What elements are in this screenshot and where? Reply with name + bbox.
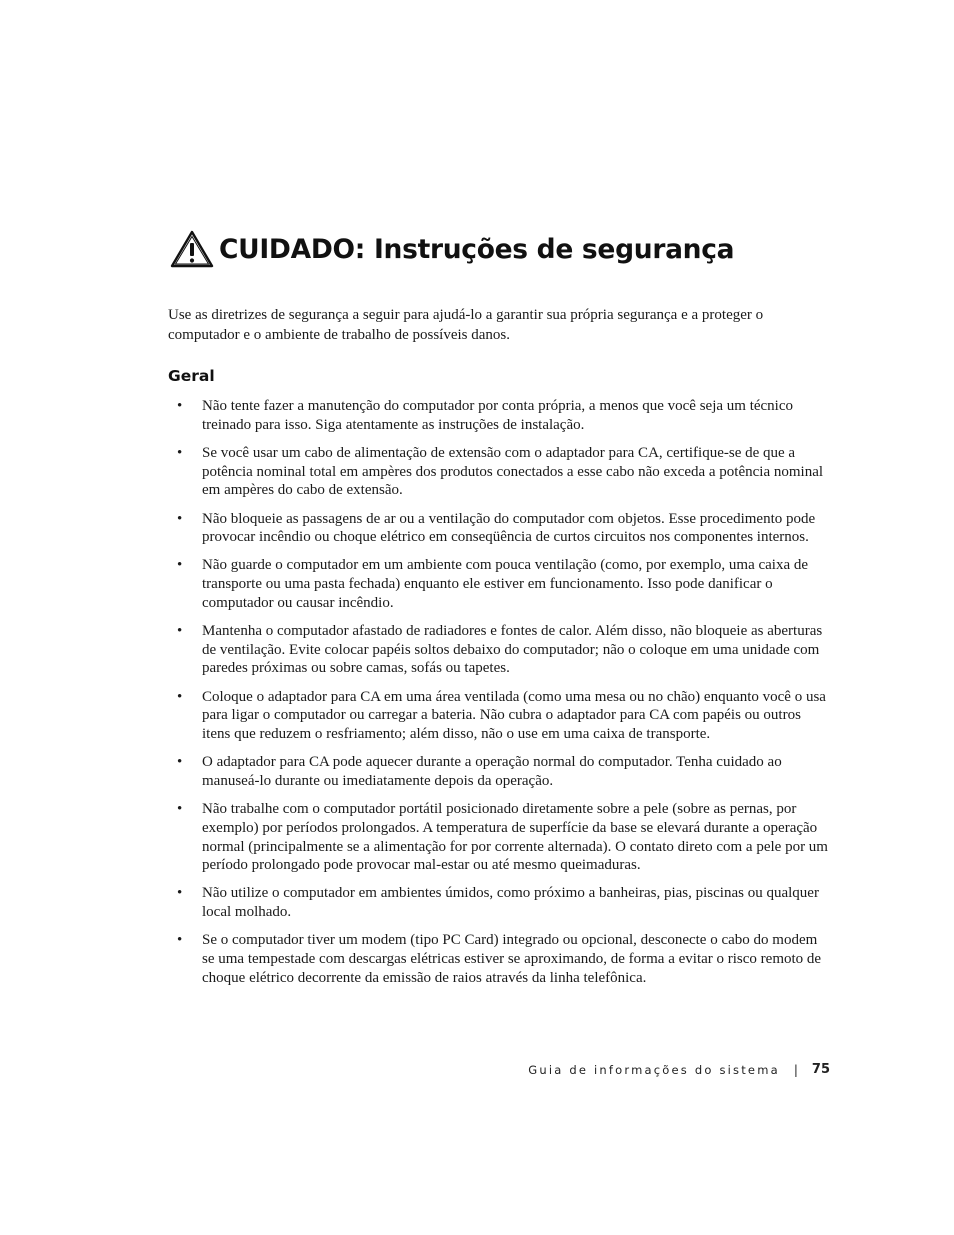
list-item: [168, 800, 828, 875]
list-item: [168, 556, 828, 612]
list-item: [168, 688, 828, 744]
list-item-text: Se o computador tiver um modem (tipo PC Card) integrado ou opcional, desconecte o cabo do modem se uma tempestade com descargas elétricas estiver se aproximando, de forma a evitar o risco remoto de choque elétrico decorrente da emissão de raios através da linha telefônica.: [202, 932, 822, 986]
list-item: [168, 397, 828, 434]
list-item: [168, 931, 828, 987]
page-footer: [528, 1062, 830, 1077]
list-item: [168, 510, 828, 547]
page-heading: [170, 230, 734, 268]
section-title: Geral: [168, 367, 215, 385]
list-item: [168, 444, 828, 500]
bullet-dot: •: [177, 510, 183, 527]
list-item-text: Coloque o adaptador para CA em uma área ventilada (como uma mesa ou no chão) enquanto você o usa para ligar o computador ou carregar a bateria. Não cubra o adaptador para CA com papéis ou outros itens que reduzem o resfriamento; além disso, não o use em uma caixa de transporte.: [202, 688, 826, 743]
page-number: 75: [811, 1062, 830, 1077]
bullet-dot: •: [177, 557, 183, 574]
list-item-text: Não trabalhe com o computador portátil posicionado diretamente sobre a pele (sobre as pernas, por exemplo) por períodos prolongados. A temperatura de superfície da base se elevará durante a operação normal (principalmente se a alimentação for por corrente alternada). O contato direto com a pele por um período prolongado pode provocar mal-estar ou até mesmo queimaduras.: [202, 801, 828, 874]
bullet-dot: •: [177, 623, 183, 640]
list-item: [168, 753, 828, 790]
bullet-dot: •: [177, 885, 183, 902]
bullet-dot: •: [177, 688, 183, 705]
list-item-text: Não guarde o computador em um ambiente com pouca ventilação (como, por exemplo, uma caixa de transporte ou uma pasta fechada) enquanto ele estiver em funcionamento. Isso pode danificar o computador ou causar incêndio.: [202, 557, 809, 611]
bullet-dot: •: [177, 801, 183, 818]
list-item-text: Mantenha o computador afastado de radiadores e fontes de calor. Além disso, não bloqueie as aberturas de ventilação. Evite colocar papéis soltos debaixo do computador; não o coloque em uma unidade com paredes próximas ou sobre camas, sofás ou tapetes.: [202, 623, 823, 677]
warning-triangle-icon: [170, 230, 214, 268]
list-item: [168, 884, 828, 921]
list-item-text: Não tente fazer a manutenção do computador por conta própria, a menos que você seja um técnico treinado para isso. Siga atentamente as instruções de instalação.: [202, 398, 794, 433]
list-item-text: Não bloqueie as passagens de ar ou a ventilação do computador com objetos. Esse procedimento pode provocar incêndio ou choque elétrico em conseqüência de curtos circuitos nos componentes internos.: [202, 510, 816, 546]
footer-separator: |: [793, 1062, 798, 1077]
bullet-dot: •: [177, 398, 183, 414]
list-item: [168, 622, 828, 678]
list-item-text: Não utilize o computador em ambientes úmidos, como próximo a banheiras, pias, piscinas ou qualquer local molhado.: [202, 885, 819, 921]
safety-list: [168, 397, 828, 997]
heading-title: CUIDADO: Instruções de segurança: [219, 233, 735, 265]
intro-paragraph: Use as diretrizes de segurança a seguir para ajudá-lo a garantir sua própria segurança e a proteger o computador e o ambiente de trabalho de possíveis danos.: [168, 307, 764, 343]
list-item-text: Se você usar um cabo de alimentação de extensão com o adaptador para CA, certifique-se de que a potência nominal total em ampères dos produtos conectados a esse cabo não exceda a potência nominal em ampères do cabo de extensão.: [202, 444, 824, 499]
footer-title: Guia de informações do sistema: [528, 1062, 780, 1077]
bullet-dot: •: [177, 444, 183, 461]
list-item-text: O adaptador para CA pode aquecer durante a operação normal do computador. Tenha cuidado ao manuseá-lo durante ou imediatamente depois da operação.: [202, 754, 782, 789]
bullet-dot: •: [177, 754, 183, 771]
bullet-dot: •: [177, 932, 183, 949]
